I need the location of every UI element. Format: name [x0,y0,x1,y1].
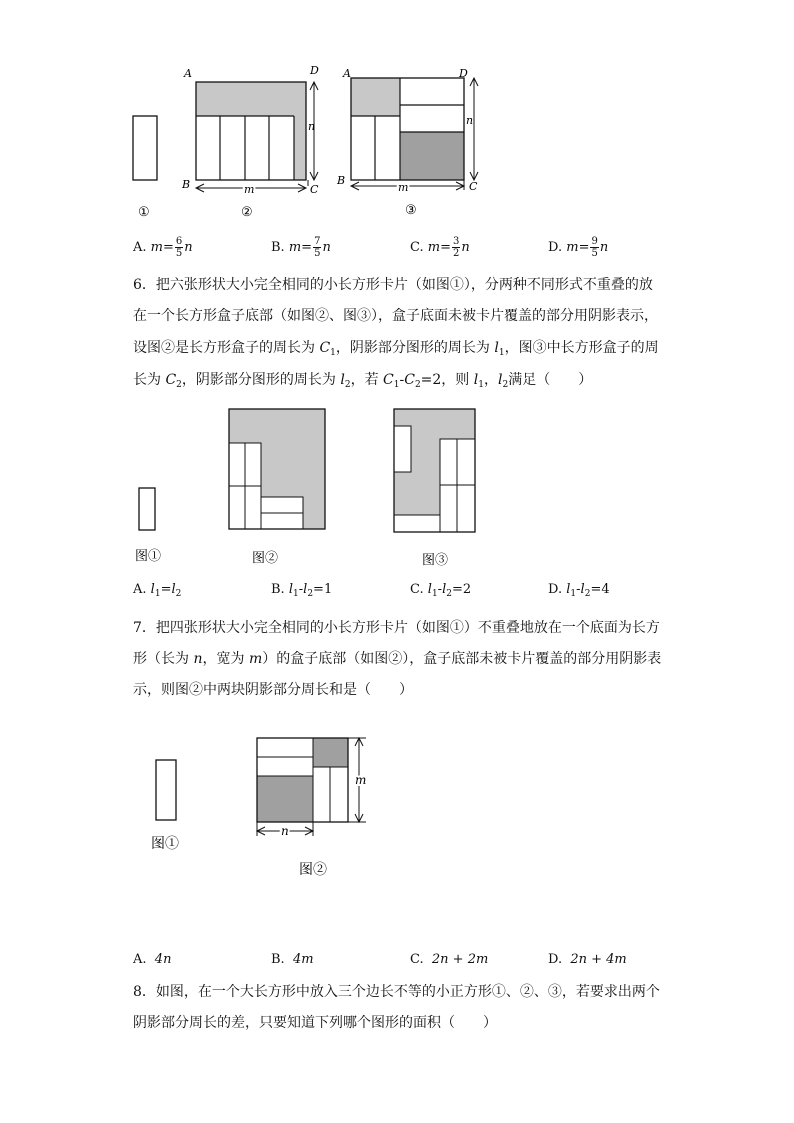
q6-caption-3: 图③ [422,553,449,568]
q7-option-b[interactable]: B. 4m [271,952,314,967]
q6-option-a[interactable]: A. $l_1=l_2$ [133,582,182,599]
q6-line-3: 设图②是长方形盒子的周长为 $C_1$，阴影部分图形的周长为 $l_1$，图③中长方形盒子的周 [133,340,659,358]
q6-fig2 [229,409,325,529]
q5-option-a[interactable]: A. m= $\frac{6}{5}$ n [133,236,193,259]
q5-figures [120,60,500,220]
q8-line-1: 8．如图，在一个大长方形中放入三个边长不等的小正方形①、②、③，若要求出两个 [133,984,660,1000]
q7-option-d[interactable]: D. 2n + 4m [548,952,627,967]
label-D: D [310,64,319,77]
q8-line-2: 阴影部分周长的差，只要知道下列哪个图形的面积（ ） [133,1015,497,1031]
label-m: m [355,773,367,787]
q7-line-1: 7．把四张形状大小完全相同的小长方形卡片（如图①）不重叠地放在一个底面为长方 [133,620,660,636]
label-D: D [459,67,468,80]
q5-card [133,116,157,180]
q7-figures [140,728,380,878]
q7-caption-1: 图① [151,836,179,852]
q5-option-d[interactable]: D. m= $\frac{9}{5}$ n [548,236,609,259]
label-m: m [398,181,409,194]
q6-line-1: 6．把六张形状大小完全相同的小长方形卡片（如图①），分两种不同形式不重叠的放 [133,277,653,293]
q6-caption-1: 图① [135,549,162,564]
q7-fig2 [257,738,366,838]
label-n: n [281,824,289,838]
q7-line-2: 形（长为 n，宽为 m）的盒子底部（如图②），盒子底部未被卡片覆盖的部分用阴影表 [133,651,662,667]
label-A: A [184,67,192,80]
q5-fig3 [336,67,478,194]
q7-option-c[interactable]: C. 2n + 2m [410,952,489,967]
label-B: B [337,174,346,187]
q6-card [139,488,155,530]
q6-option-d[interactable]: D. $l_1-l_2=4$ [548,582,610,599]
q6-caption-2: 图② [252,551,279,566]
q7-option-a[interactable]: A. 4n [133,952,172,967]
caption-1: ① [138,205,150,220]
q6-fig3 [394,409,475,532]
label-A: A [343,67,351,80]
q6-option-b[interactable]: B. $l_1-l_2=1$ [271,582,333,599]
label-C: C [469,180,478,193]
q6-line-2: 在一个长方形盒子底部（如图②、图③），盒子底面未被卡片覆盖的部分用阴影表示， [133,308,658,324]
q6-figures [130,400,490,572]
label-B: B [182,178,191,191]
q5-option-c[interactable]: C. m= $\frac{3}{2}$ n [410,236,470,259]
label-C: C [310,183,319,196]
q6-option-c[interactable]: C. $l_1-l_2=2$ [410,582,472,599]
label-n: n [308,120,316,133]
q5-fig2 [181,64,319,196]
label-n: n [466,114,474,127]
caption-2: ② [241,205,253,220]
q7-caption-2: 图② [299,862,327,878]
label-m: m [244,183,255,196]
q5-option-b[interactable]: B. m= $\frac{7}{5}$ n [271,236,331,259]
q5-options [133,232,653,262]
caption-3: ③ [405,203,417,218]
q7-card [156,760,176,820]
q7-line-3: 示，则图②中两块阴影部分周长和是（ ） [133,682,413,698]
q7-options [133,950,653,972]
q6-options [133,580,653,602]
q6-line-4: 长为 $C_2$，阴影部分图形的周长为 $l_2$，若 $C_1-C_2=2$，则 $l_1$，$l_2$满足（ ） [133,372,593,390]
